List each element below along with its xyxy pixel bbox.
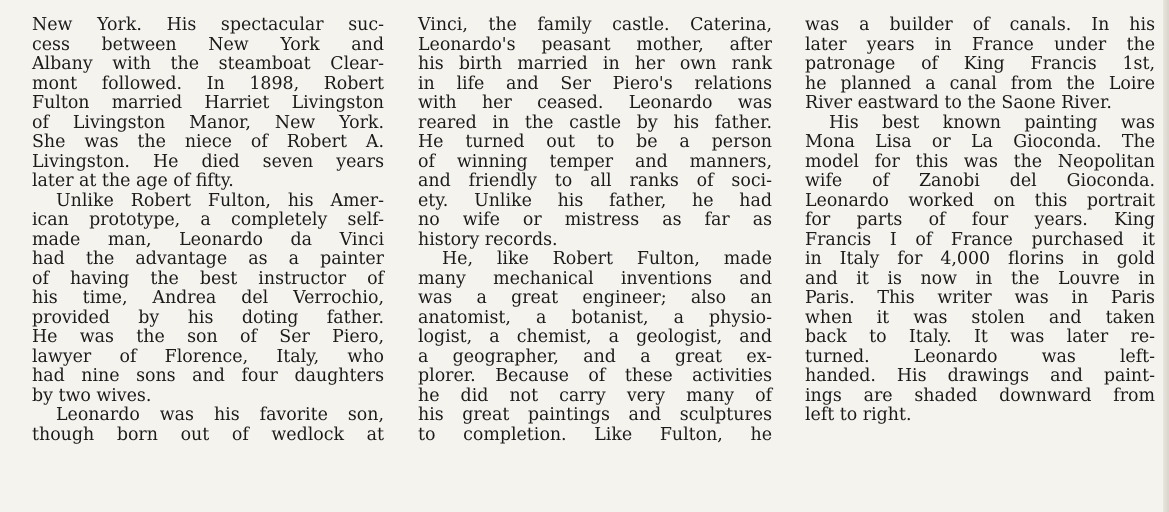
text-line: though born out of wedlock at (32, 424, 384, 445)
text-line: his great paintings and sculptures (418, 405, 772, 425)
text-line: by two wives. (32, 385, 152, 406)
text-line: his birth married in her own rank (418, 54, 772, 74)
text-line: anatomist, a botanist, a physio- (418, 307, 772, 328)
text-line: he planned a canal from the Loire (805, 73, 1155, 94)
text-line: to completion. Like Fulton, he (418, 424, 772, 445)
text-line: Vinci, the family castle. Caterina, (418, 15, 772, 35)
text-line: and friendly to all ranks of soci- (418, 171, 772, 191)
text-line: cess between New York and (32, 34, 384, 55)
text-line: New York. His spectacular suc- (32, 15, 384, 35)
text-line: later at the age of fifty. (32, 171, 234, 191)
text-line: provided by his doting father. (32, 307, 384, 328)
text-line: he did not carry very many of (418, 385, 772, 406)
text-line: when it was stolen and taken (805, 307, 1155, 328)
text-line: had nine sons and four daughters (32, 366, 384, 386)
text-line: in life and Ser Piero's relations (418, 73, 772, 94)
text-line: He was the son of Ser Piero, (32, 327, 384, 347)
text-line: was a great engineer; also an (418, 288, 772, 308)
text-line: turned. Leonardo was left- (805, 346, 1155, 367)
text-line: made man, Leonardo da Vinci (32, 229, 384, 250)
text-line: no wife or mistress as far as (418, 210, 772, 230)
text-line: was a builder of canals. In his (805, 15, 1155, 35)
text-line: He turned out to be a person (418, 132, 772, 152)
text-column-1 (32, 16, 384, 445)
text-line: model for this was the Neopolitan (805, 151, 1155, 172)
text-line: Fulton married Harriet Livingston (32, 93, 384, 113)
text-line: Francis I of France purchased it (805, 229, 1155, 250)
text-line: of winning temper and manners, (418, 151, 772, 172)
text-line: left to right. (805, 405, 912, 425)
text-line: handed. His drawings and paint- (805, 366, 1155, 386)
text-line: ican prototype, a completely self- (32, 210, 384, 230)
text-line: Albany with the steamboat Clear- (32, 54, 384, 74)
text-line: a geographer, and a great ex- (418, 346, 772, 367)
text-column-2 (418, 16, 772, 445)
text-line: Mona Lisa or La Gioconda. The (805, 132, 1155, 152)
text-line: lawyer of Florence, Italy, who (32, 346, 384, 367)
text-line: patronage of King Francis 1st, (805, 54, 1155, 74)
text-line: She was the niece of Robert A. (32, 132, 384, 152)
text-line: ety. Unlike his father, he had (418, 190, 772, 211)
text-line: logist, a chemist, a geologist, and (418, 327, 772, 347)
text-line: Leonardo was his favorite son, (56, 405, 384, 425)
text-line: later years in France under the (805, 34, 1155, 55)
text-line: of having the best instructor of (32, 268, 384, 289)
text-line: and it is now in the Louvre in (805, 268, 1155, 289)
text-line: back to Italy. It was later re- (805, 327, 1155, 347)
text-line: plorer. Because of these activities (418, 366, 772, 386)
text-line: Leonardo worked on this portrait (805, 190, 1155, 211)
text-line: He, like Robert Fulton, made (442, 249, 772, 269)
text-line: Paris. This writer was in Paris (805, 288, 1155, 308)
text-line: his time, Andrea del Verrochio, (32, 288, 384, 308)
text-line: mont followed. In 1898, Robert (32, 73, 384, 94)
text-line: had the advantage as a painter (32, 249, 384, 269)
text-line: Unlike Robert Fulton, his Amer- (56, 190, 384, 211)
text-line: River eastward to the Saone River. (805, 93, 1112, 113)
text-line: many mechanical inventions and (418, 268, 772, 289)
text-line: His best known painting was (829, 112, 1155, 133)
text-line: Leonardo's peasant mother, after (418, 34, 772, 55)
text-line: in Italy for 4,000 florins in gold (805, 249, 1155, 269)
text-line: history records. (418, 229, 558, 250)
text-line: ings are shaded downward from (805, 385, 1155, 406)
text-line: Livingston. He died seven years (32, 151, 384, 172)
text-line: wife of Zanobi del Gioconda. (805, 171, 1155, 191)
page-edge-shadow (1163, 0, 1169, 512)
text-line: of Livingston Manor, New York. (32, 112, 384, 133)
text-line: with her ceased. Leonardo was (418, 93, 772, 113)
text-column-3 (805, 16, 1155, 426)
text-line: reared in the castle by his father. (418, 112, 772, 133)
text-line: for parts of four years. King (805, 210, 1155, 230)
